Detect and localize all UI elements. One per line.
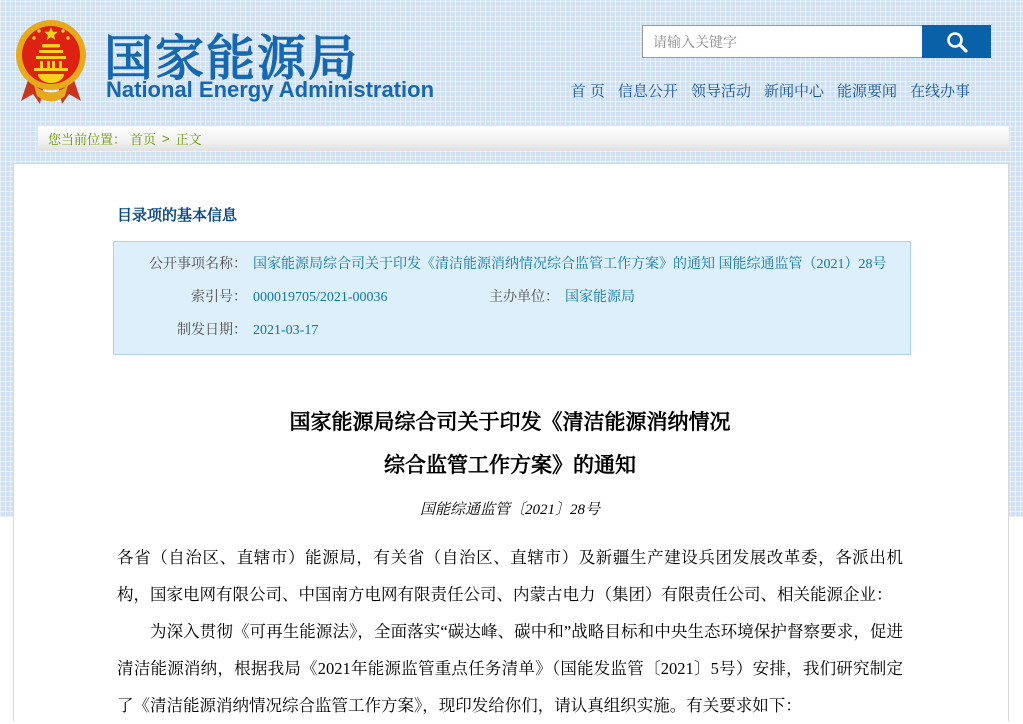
catalog-info-box: [113, 241, 911, 355]
breadcrumb-current: 正文: [175, 131, 202, 147]
catalog-row-index-org: [114, 281, 910, 314]
document-title: [117, 401, 903, 487]
nav-item-home[interactable]: 首 页: [570, 83, 605, 100]
breadcrumb-prefix: 您当前位置：: [48, 131, 127, 147]
site-subtitle: National Energy Administration: [106, 77, 435, 102]
document-title-line1: 国家能源局综合司关于印发《清洁能源消纳情况: [289, 410, 731, 434]
document-title-line2: 综合监管工作方案》的通知: [384, 453, 636, 477]
search-area: [642, 25, 991, 58]
top-navigation: [542, 80, 970, 101]
nav-item-info-disclosure[interactable]: 信息公开: [617, 83, 678, 100]
breadcrumb: [37, 125, 1010, 151]
nav-item-news-center[interactable]: 新闻中心: [763, 83, 824, 100]
catalog-date-value: 2021-03-17: [253, 323, 319, 338]
catalog-name-value: 国家能源局综合司关于印发《清洁能源消纳情况综合监管工作方案》的通知 国能综通监管（2021）28号: [253, 257, 887, 272]
site-title: 国家能源局: [104, 32, 360, 86]
nav-item-online-services[interactable]: 在线办事: [909, 83, 970, 100]
national-emblem-icon[interactable]: [14, 17, 88, 107]
nav-item-leader-activities[interactable]: 领导活动: [690, 83, 751, 100]
nav-item-energy-news[interactable]: 能源要闻: [836, 83, 897, 100]
document-paragraph-intro: 为深入贯彻《可再生能源法》，全面落实“碳达峰、碳中和”战略目标和中央生态环境保护督察要求，促进清洁能源消纳，根据我局《2021年能源监管重点任务清单》（国能发监管〔2021〕5号）安排，我们研究制定了《清洁能源消纳情况综合监管工作方案》，现印发给你们，请认真组织实施。有关要求如下：: [117, 622, 903, 715]
catalog-index-value: 000019705/2021-00036: [253, 290, 388, 305]
search-input[interactable]: [642, 25, 922, 58]
search-icon: [944, 29, 970, 55]
catalog-org-label: 主办单位：: [489, 290, 559, 305]
catalog-date-label: 制发日期：: [177, 323, 247, 338]
catalog-name-label: 公开事项名称：: [149, 257, 247, 272]
document-paragraph-recipients: 各省（自治区、直辖市）能源局，有关省（自治区、直辖市）及新疆生产建设兵团发展改革委，各派出机构，国家电网有限公司、中国南方电网有限责任公司、内蒙古电力（集团）有限责任公司、相关能源企业：: [117, 548, 903, 604]
catalog-row-name: [114, 248, 910, 281]
document-number: 国能综通监管〔2021〕28号: [419, 502, 600, 518]
main-content-panel: [13, 163, 1009, 721]
catalog-heading: 目录项的基本信息: [117, 207, 238, 224]
catalog-org-value: 国家能源局: [565, 290, 635, 305]
document-body: [117, 539, 903, 724]
breadcrumb-home-link[interactable]: 首页: [130, 131, 157, 147]
search-button[interactable]: [922, 25, 991, 58]
catalog-row-date: [114, 314, 910, 347]
breadcrumb-separator: >: [162, 130, 170, 146]
catalog-index-label: 索引号：: [191, 290, 247, 305]
